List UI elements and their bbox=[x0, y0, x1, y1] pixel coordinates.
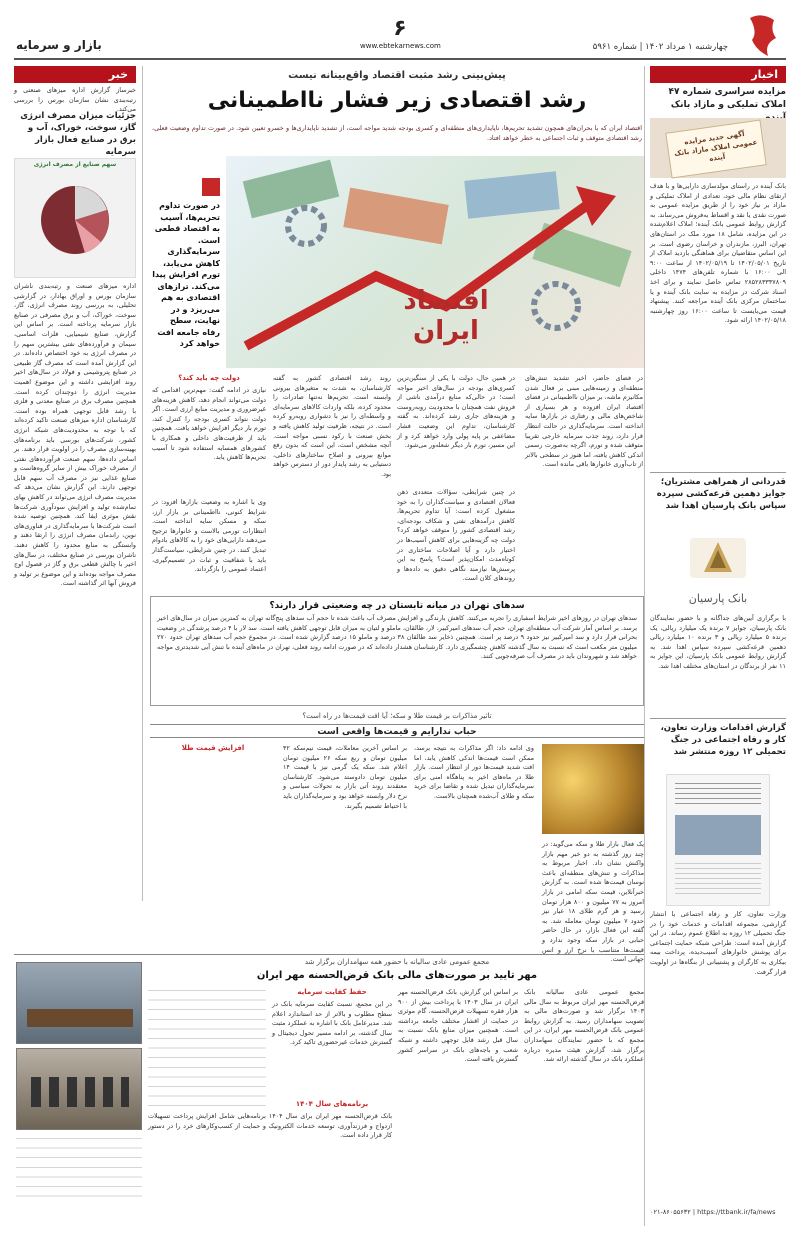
gold-kicker: تاثیر مذاکرات بر قیمت طلا و سکه؛ آیا افت قیمت‌ها در راه است؟ bbox=[302, 712, 492, 720]
gold-subhead: افزایش قیمت طلا bbox=[181, 744, 245, 752]
quote-box bbox=[152, 178, 220, 364]
pie-chart-icon bbox=[15, 168, 135, 268]
gold-title-bar bbox=[150, 724, 644, 738]
site-url[interactable]: www.ebtekarnews.com bbox=[360, 42, 441, 50]
meeting-table bbox=[27, 1009, 133, 1027]
right-divider-1 bbox=[650, 472, 786, 473]
story3-title[interactable]: گزارش اقدامات وزارت تعاون، کار و رفاه اجتماعی در جنگ تحمیلی ۱۲ روزه منتشر شد bbox=[660, 723, 786, 757]
story2-logo-text: بانک پارسیان bbox=[688, 592, 748, 605]
gold-body-2: وی ادامه داد: اگر مذاکرات به نتیجه برسد، ممکن است قیمت‌ها اندکی کاهش یابد، اما افت شدید قیمت‌ها دور از انتظار است. بازار طلا در ماه‌های اخیر به پناهگاه امنی برای سرمایه‌گذاران تبدیل شده و تقاضا برای خرید سکه و طلای آب‌شده همچنان بالاست. bbox=[414, 744, 534, 800]
bank-photo-2 bbox=[16, 1048, 142, 1130]
ad-flyer bbox=[665, 120, 766, 179]
story2-body: با برگزاری آیین‌های جداگانه و با حضور نمایندگان بانک پارسیان، جوایز ۷ برنده یک میلیارد ریالی، یک برنده ۵ میلیارد ریالی و ۳ برنده ۱۰ میلیارد ریالی دهمین قرعه‌کشی سپرده سپاس اهدا شد. به گزارش روابط عمومی بانک پارسیان، این جوایز به ۱۱ نفر از برندگان در استان‌های مختلف اهدا شد. bbox=[650, 614, 786, 670]
bank-left-lines bbox=[16, 1136, 142, 1204]
page-number: ۶ bbox=[393, 16, 407, 41]
story1-image bbox=[650, 118, 786, 178]
gold-body-1: یک فعال بازار طلا و سکه می‌گوید: در چند روز گذشته به دو خبر مهم بازار واکنش نشان داد. اخبار مربوط به مذاکرات و تنش‌های منطقه‌ای باعث نوسان قیمت‌ها شده است. به گزارش خبرآنلاین، قیمت سکه امامی در بازار امروز به ۷۷ میلیون و ۸۰۰ هزار تومان رسید و هر گرم طلای ۱۸ عیار نیز حدود ۷ میلیون تومان معامله شد. به گفته این فعال بازار، در حال حاضر حبابی در بازار سکه وجود ندارد و قیمت‌ها متناسب با نرخ ارز و انس جهانی است. bbox=[542, 840, 645, 964]
main-lead: اقتصاد ایران که با بحران‌های همچون تشدید تحریم‌ها، ناپایداری‌های منطقه‌ای و کسری بودجه شدید مواجه است، از تشدید ناپایداری‌ها و خسرو تعیین شود. در صورت تداوم وضعیت فعلی، رشد اقتصادی متوقف و ثبات اجتماعی به خطر خواهد افتاد. bbox=[152, 124, 642, 142]
issue-date: چهارشنبه ۱ مرداد ۱۴۰۲ | شماره ۵۹۶۱ bbox=[592, 42, 728, 52]
report-header bbox=[675, 783, 761, 807]
quote-icon bbox=[202, 178, 220, 196]
left-section-label: خبر bbox=[14, 66, 136, 83]
main-body-f: نیازی در ادامه گفت: مهم‌ترین اقدامی که دولت می‌تواند انجام دهد، کاهش هزینه‌های غیرضروری و مدیریت منابع ارزی است. اگر دولت نتواند کسری بودجه را کنترل کند، تورم بار دیگر افزایش خواهد یافت. همچنین باید از ظرفیت‌های داخلی و همکاری با کشورهای همسایه استفاده شود تا آسیب تحریم‌ها کاهش یابد. bbox=[152, 386, 266, 462]
story3-image bbox=[666, 774, 770, 906]
bank-body-2: بر اساس این گزارش، بانک قرض‌الحسنه مهر ایران در سال ۱۴۰۳ با پرداخت بیش از ۹۰۰ هزار فقره تسهیلات قرض‌الحسنه، گام موثری در حمایت از اقشار مختلف جامعه برداشته است. همچنین میزان منابع بانک نسبت به سال قبل رشد قابل توجهی داشته و شبکه شعب و باجه‌های بانک در سراسر کشور گسترش یافته است. bbox=[398, 988, 518, 1064]
masthead bbox=[0, 0, 800, 66]
meeting-people bbox=[31, 1077, 129, 1107]
bank-title[interactable]: مهر تایید بر صورت‌های مالی بانک قرض‌الحسنه مهر ایران bbox=[256, 970, 538, 981]
right-section-label: اخبار bbox=[650, 66, 786, 83]
left-body: اداره میزهای صنعت و رتبه‌بندی ناشران سازمان بورس و اوراق بهادار، در گزارشی تحلیلی، به بررسی روند مصرف انرژی، گاز، سوخت، خوراک، آب و برق مصرفی در صنایع بازار سرمایه پرداخته است. بر اساس این گزارش، صنایع شیمیایی، فلزات اساسی، سیمان و فرآورده‌های نفتی بیشترین سهم را در مصرف انرژی به خود اختصاص داده‌اند. در این گزارش آمده است که مصرف گاز طبیعی در صنایع پتروشیمی و فولاد در سال‌های اخیر روند افزایشی داشته و این موضوع اهمیت مدیریت انرژی را دوچندان کرده است. همچنین مصرف برق در صنایع معدنی و فلزی با رشد قابل توجهی همراه بوده است. کارشناسان اداره میزهای صنعت تاکید کرده‌اند که با توجه به محدودیت‌های شبکه انرژی کشور، شرکت‌های بورسی باید برنامه‌های بهینه‌سازی مصرف را در اولویت قرار دهند. بر اساس داده‌ها، سهم صنعت فرآورده‌های نفتی از مصرف خوراک بیش از سایر گروه‌هاست و صنایع غذایی نیز در مصرف آب سهم قابل توجهی دارند. این گزارش نشان می‌دهد که مدیریت مصرف انرژی می‌تواند در کاهش بهای تمام‌شده تولید و افزایش سودآوری شرکت‌ها نقش موثری ایفا کند. همچنین توصیه شده است شرکت‌ها با سرمایه‌گذاری در فناوری‌های نوین، راندمان مصرف انرژی را ارتقا دهند و وابستگی به منابع محدود را کاهش دهند. ناشران بورسی در صنایع مختلف، در سال‌های اخیر با چالش قطعی برق و گاز در فصول اوج مصرف مواجه بوده‌اند و این موضوع بر تولید و فروش آنها اثر گذاشته است. bbox=[14, 282, 136, 588]
story2-title[interactable]: قدردانی از همراهی مشتریان؛ جوایز دهمین قرعه‌کشی سپرده سپاس بانک پارسیان اهدا شد bbox=[656, 477, 786, 511]
report-lines bbox=[675, 863, 761, 897]
gold-image bbox=[542, 744, 644, 834]
logo-icon bbox=[744, 10, 784, 62]
section-title: بازار و سرمایه bbox=[16, 38, 102, 52]
story2-logo bbox=[650, 532, 786, 612]
bank-body-4: بانک قرض‌الحسنه مهر ایران برای سال ۱۴۰۴ برنامه‌هایی شامل افزایش پرداخت تسهیلات ازدواج و فرزندآوری، توسعه خدمات الکترونیک و حمایت از کسب‌وکارهای خرد را در دستور کار قرار داده است. bbox=[148, 1112, 392, 1140]
chart-title: سهم صنایع از مصرف انرژی bbox=[33, 161, 117, 168]
gold-body-3: بر اساس آخرین معاملات، قیمت نیم‌سکه ۴۲ میلیون تومان و ربع سکه ۲۶ میلیون تومان اعلام شد. سکه یک گرمی نیز با قیمت ۱۴ میلیون تومان دادوستد می‌شود. کارشناسان معتقدند روند آتی بازار به تحولات سیاسی و نرخ دلار وابسته خواهد بود و سرمایه‌گذاران باید با احتیاط تصمیم بگیرند. bbox=[283, 744, 407, 810]
left-intro: خبرساز گزارش اداره میزهای صنعتی و رتبه‌بندی نشان سازمان بورس را بررسی می‌کند. bbox=[14, 86, 136, 114]
story3-contact[interactable]: ۰۲۱-۸۶۰۵۵۶۳۲ | https://ttbank.ir/fa/news bbox=[650, 1208, 776, 1216]
tehran-box bbox=[150, 596, 644, 706]
bank-body-extra bbox=[148, 988, 266, 1108]
main-kicker: پیش‌بینی رشد مثبت اقتصاد واقع‌بینانه نیست bbox=[288, 70, 506, 81]
masthead-rule bbox=[14, 58, 786, 60]
left-col-separator bbox=[142, 66, 143, 901]
bank-photo-1 bbox=[16, 962, 142, 1044]
main-image bbox=[226, 156, 644, 368]
bank-body-1: مجمع عمومی عادی سالیانه بانک قرض‌الحسنه مهر ایران مربوط به سال مالی ۱۴۰۳ برگزار شد و صورت‌های مالی به تصویب سهامداران رسید. به گزارش روابط عمومی بانک قرض‌الحسنه مهر ایران، در این مجمع که با حضور نمایندگان سهامداران برگزار شد، گزارش هیئت مدیره درباره عملکرد بانک در سال گذشته ارائه شد. bbox=[524, 988, 644, 1064]
story1-title[interactable]: مزایده سراسری شماره ۴۷ املاک تملیکی و مازاد بانک bbox=[668, 87, 786, 110]
tehran-title[interactable]: سدهای تهران در میانه تابستان در چه وضعیتی قرار دارند؟ bbox=[269, 601, 525, 611]
gold-title[interactable]: حباب ندارایم و قیمت‌ها واقعی است bbox=[317, 727, 477, 737]
story3-body: وزارت تعاون، کار و رفاه اجتماعی با انتشار گزارشی، مجموعه اقدامات و خدمات خود را در جنگ تحمیلی ۱۲ روزه به اطلاع عموم رساند. در این گزارش آمده است: طراحی شبکه حمایت اجتماعی برای پوشش خانوارهای آسیب‌دیده، پرداخت بیمه بیکاری به کارگران و پشتیبانی از بنگاه‌ها در اولویت قرار گرفت. bbox=[650, 910, 786, 976]
main-image-text: اقتصاد ایران bbox=[403, 286, 489, 346]
main-body-g: وی با اشاره به وضعیت بازارها افزود: در شرایط کنونی، نااطمینانی بر بازار ارز، سکه و مسکن سایه انداخته است. انتظارات تورمی بالاست و خانوارها ترجیح می‌دهند دارایی‌های خود را به کالاهای بادوام تبدیل کنند. در چنین شرایطی، سیاست‌گذار باید با شفافیت و ثبات در تصمیم‌گیری، اعتماد عمومی را بازگرداند. bbox=[152, 498, 266, 574]
newspaper-logo bbox=[744, 10, 784, 62]
parsian-logo-icon bbox=[650, 532, 786, 588]
bank-kicker: مجمع عمومی عادی سالیانه با حضور همه سهامداران برگزار شد bbox=[304, 958, 490, 966]
right-col-separator bbox=[644, 66, 645, 1226]
main-body-b: در فضای حاضر، اخیر تشدید تنش‌های منطقه‌ای و زمینه‌هایی مبنی بر فعال شدن مکانیزم ماشه، بر میزان نااطمینانی در فضای اقتصاد ایران افزوده و هر بسیاری از شاخص‌های مالی و رفتاری در بازارها سایه انداخته است. سرمایه‌گذاری در حالت انتظار قرار دارد، روند جذب سرمایه خارجی تقریبا متوقف شده و تورم، اگرچه به‌صورت رسمی اندکی کاهش یافته، اما هنوز در سطحی بالاتر از تاب‌آوری خانوارها باقی مانده است. bbox=[525, 374, 643, 469]
main-quote: در صورت تداوم تحریم‌ها، آسیب به اقتصاد قطعی است. سرمایه‌گذاری کاهش می‌یابد، تورم افزایش پیدا می‌کند. ترازهای اقتصادی به هم می‌ریزد و در نهایت، سطح رفاه جامعه افت خواهد کرد bbox=[152, 201, 220, 348]
right-divider-2 bbox=[650, 718, 786, 719]
bank-body-3: در این مجمع، نسبت کفایت سرمایه بانک در سطح مطلوب و بالاتر از حد استاندارد اعلام شد. مدیرعامل بانک با اشاره به عملکرد مثبت سال گذشته، بر ادامه مسیر تحول دیجیتال و گسترش خدمات غیرحضوری تاکید کرد. bbox=[272, 1000, 392, 1047]
story1-body: بانک آینده در راستای مولدسازی دارایی‌ها و با هدف ارتقای نظام مالی خود، تعدادی از املاک تملیکی و مازاد بر نیاز خود را از طریق مزایده عمومی به صورت نقدی یا نقد و اقساط به‌فروش می‌رساند. به گزارش روابط عمومی بانک آینده؛ املاک اعلام‌شده در این مزایده، شامل ۱۸ مورد ملک در استان‌های تهران، البرز، مازندران و خراسان رضوی است. بر این اساس متقاضیان برای هماهنگی بازدید املاک از تاریخ ۱۴۰۲/۰۵/۰۱ تا ۱۴۰۲/۰۵/۱۹ از ساعت ۹:۰۰ الی ۱۶:۰۰ با شماره تلفن‌های ۱۴۷۴ داخلی ۲۸۵۲۸۳۳۳۷۸۰۹ تماس حاصل نمایند و برای اخذ اسناد شرکت در مزایده به سایت بانک آینده و یا ساختمان مرکزی بانک آینده مراجعه کنند. پیشنهاد قیمت می‌بایست تا ساعت ۱۶:۰۰ روز چهارشنبه ۱۴۰۲/۰۵/۱۸ ارائه شود. bbox=[650, 182, 786, 325]
story1-image-caption: آگهی جدید مزایده عمومی املاک مازاد بانک آینده bbox=[673, 129, 758, 163]
main-subhead-1: دولت چه باید کند؟ bbox=[178, 374, 240, 382]
main-body-e: روند رشد اقتصادی کشور به گفته کارشناسان، به شدت به متغیرهای بیرونی وابسته است. تحریم‌ها نه‌تنها صادرات را محدود کرده، بلکه واردات کالاهای سرمایه‌ای و واسطه‌ای را نیز با دشواری روبه‌رو کرده است. در نتیجه، ظرفیت تولید کاهش یافته و بخش صنعت با رکود نسبی مواجه است. آنچه مشخص است، این است که بدون رفع موانع بیرونی و اصلاح ساختارهای داخلی، دستیابی به رشد پایدار دور از دسترس خواهد بود. bbox=[273, 374, 391, 478]
main-body-c: در همین حال، دولت با یکی از سنگین‌ترین کسری‌های بودجه در سال‌های اخیر مواجه است؛ در حالی‌که منابع درآمدی ناشی از فروش نفت همچنان با محدودیت روبه‌روست و هزینه‌های جاری رشد کرده‌اند. به گفته کارشناسان، تداوم این وضعیت فشار مضاعفی بر پایه پولی وارد خواهد کرد و از این مسیر، تورم بار دیگر شعله‌ور می‌شود. bbox=[397, 374, 515, 450]
tehran-body: سدهای تهران در روزهای اخیر شرایط اسفباری را تجربه می‌کنند. کاهش بارندگی و افزایش مصرف آب باعث شده تا حجم آب سدهای پنج‌گانه تهران به کمترین میزان در سال‌های اخیر برسد. بر اساس آمار شرکت آب منطقه‌ای تهران، حجم آب سدهای امیرکبیر، لار، طالقان، ماملو و لتیان به میزان قابل توجهی کاهش یافته است. سد لار با ۴ درصد پرشدگی در وضعیت بحرانی قرار دارد و سد امیرکبیر نیز حدود ۹ درصد پر است. همچنین ذخایر سد طالقان ۳۸ درصد و ماملو ۱۵ درصد گزارش شده است. در مجموع حجم آب سدهای تهران حدود ۲۷۰ میلیون متر مکعب است که نسبت به سال گذشته کاهش چشمگیری دارد. کارشناسان هشدار داده‌اند که در صورت ادامه روند فعلی، تهران در ماه‌های آینده با تنش آبی شدیدتری مواجه خواهد شد و شهروندان باید در مصرف آب صرفه‌جویی کنند. bbox=[157, 614, 637, 661]
main-headline[interactable]: رشد اقتصادی زیر فشار نااطمینانی bbox=[207, 88, 587, 113]
report-photo bbox=[675, 815, 761, 855]
bank-subhead-2: برنامه‌های سال ۱۴۰۴ bbox=[295, 1100, 369, 1108]
main-body-d: در چنین شرایطی، سؤالات متعددی ذهن فعالان اقتصادی و سیاست‌گذاران را به خود مشغول کرده است: آیا تداوم تحریم‌ها، کاهش درآمدهای نفتی و شکاف بودجه‌ای، رشد اقتصادی کشور را متوقف خواهد کرد؟ دولت چه گزینه‌هایی برای کاهش آسیب‌ها در اختیار دارد و آیا اصلاحات ساختاری در کوتاه‌مدت امکان‌پذیر است؟ پاسخ به این پرسش‌ها نیازمند نگاهی دقیق به داده‌ها و روندهای کلان است. bbox=[397, 488, 515, 583]
bank-top-rule bbox=[14, 954, 644, 955]
left-title[interactable]: جزئیات میزان مصرف انرژی گاز، سوخت، خوراک، آب و برق در صنایع فعال بازار سرمایه bbox=[20, 111, 136, 157]
energy-chart bbox=[14, 158, 136, 278]
bank-subhead-1: حفظ کفایت سرمایه bbox=[297, 988, 367, 996]
